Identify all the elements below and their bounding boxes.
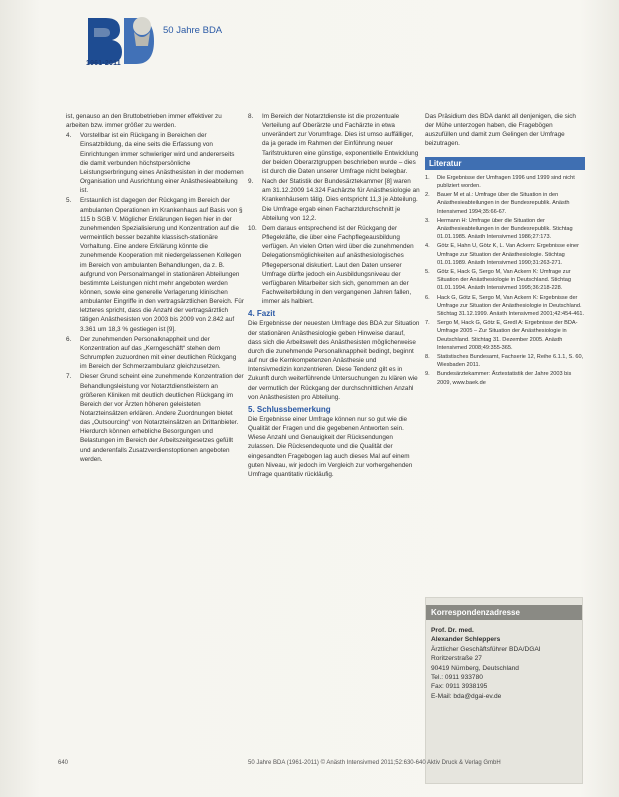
reference-item: 5. Götz E, Hack G, Sergo M, Van Ackern K: Umfrage zur Situation der Anästhesiologie in Deutschland. Stichtag 01.01.1994. Anästh Intensivmed 1995;36:218-228. [425, 269, 572, 292]
reference-item: 6. Hack G, Götz E, Sergo M, Van Ackern K: Ergebnisse der Umfrage zur Situation der Anästhesiologie in Deutschland. Stichtag 31.12.1999. Anästh Intensivmed 2001;42:454-461. [425, 294, 585, 318]
list-item: 7. Dieser Grund scheint eine zunehmende Konzentration der Behandlungsleistung vor Notarztdienstleistern an größeren Kliniken mit deutlich deutlichen Rückgang im Bereich der vor Ärzten höheren geleisteten Notarzteinsätzen erklären. Andere Zuordnungen bietet das „Outsourcing“ von Notarzteinsätzen an Drittanbieter. Hierdurch können erhebliche Besorgungen und Belastungen im Bereich der Arbeitszeitgesetzes gefüllt und anderenfalls Zusatzverdienstoptionen angeboten werden. [66, 373, 244, 463]
correspondence-box [425, 597, 583, 784]
address-line: 90419 Nürnberg, Deutschland [431, 664, 519, 672]
reference-list [425, 174, 585, 387]
author-name: Alexander Schleppers [431, 636, 501, 644]
footer-journal: 50 Jahre BDA (1961-2011) © Anästh Intensivmed 2011;52:630-640 Aktiv Druck & Verlag GmbH [248, 760, 501, 766]
reference-item: 7. Sergo M, Hack G, Götz E, Gredl A: Ergebnisse der BDA-Umfrage 2005 – Zur Situation der Anästhesiologie in Deutschland. Stichtag 31. Dezember 2005. Anästh Intensivmed 2008;49:355-365. [425, 320, 578, 351]
fazit-text: Die Ergebnisse der neuesten Umfrage des BDA zur Situation der stationären Anästhesiologie geben Hinweise darauf, dass sich die Arbeitswelt des Anästhesisten möglicherweise durch die zunehmende Personalknappheit bedingt, beginnt auf nur die Kernkompetenzen Anästhesie und Intensivmedizin konzentrieren. Diese Tendenz gilt es in Zukunft durch weiterführende Untersuchungen zu klären wie der vermutlich der Rückgang der durchschnittlichen Anzahl von Anästhesisten pro Abteilung. [248, 320, 420, 401]
address-line: Roritzerstraße 27 [431, 655, 482, 663]
col1-list [66, 131, 244, 464]
list-item: 9. Nach der Statistik der Bundesärztekammer [8] waren am 31.12.2009 14.324 Fachärzte für Anästhesiologie an Krankenhäusern tätig. Dies entspricht 11,3 je Abteilung. Die Umfrage ergab einen Facharztdurchschnitt je Abteilung von 12,2. [248, 178, 420, 222]
list-item: 10. Dem daraus entsprechend ist der Rückgang der Pflegekräfte, die über eine Fachpflegeausbildung verfügen. An vielen Orten wird über die zunehmenden Delegationsmöglichkeiten auf anästhesiologisches Pflegepersonal diskutiert. Laut den Daten unserer Umfrage dürfte jedoch ein Ausbildungsniveau der verfügbaren Mitarbeiter sich sich, genommen an der Fachweiterbildung in den vergangenen Jahren fallen, immer als halbiert. [248, 224, 414, 306]
list-item: 5. Erstaunlich ist dagegen der Rückgang im Bereich der ambulanten Operationen im Krankenhaus auf Basis von § 115 b SGB V. Möglicher Erklärungen liegen hier in der zunehmenden Spezialisierung und Konzentration auf die vermeintlich besser bezahlte klassisch-stationäre Vorhaltung. Eine andere Erklärung könnte die zunehmende Kooperation mit niedergelassenen Kollegen im Bereich von ambulanten Behandlungen, da z. B. aufgrund von Personalmangel in stationären Abteilungen bestimmte Leistungen nicht mehr angeboten werden können, sowie eine generelle Verlagerung klinischen ambulanter Eingriffe in den vertragsärztlichen Bereich. Für letzteres spricht, dass die Anzahl der vertragsärztlich tätigen Anästhesisten von 2003 bis 2009 von 2.842 auf 3.361 um 18,3 % gestiegen ist [9]. [66, 197, 244, 333]
address-line: Ärztlicher Geschäftsführer BDA/DGAI [431, 645, 541, 653]
phone-line: Tel.: 0911 933780 [431, 674, 483, 682]
reference-item: 8. Statistisches Bundesamt, Fachserie 12, Reihe 6.1.1, S. 60, Wiesbaden 2011. [425, 354, 584, 369]
header-title: 50 Jahre BDA [163, 25, 223, 36]
column-left [66, 112, 244, 465]
author-title: Prof. Dr. med. [431, 627, 474, 634]
list-item: 8. Im Bereich der Notarztdienste ist die prozentuale Verteilung auf Oberärzte und Fachärzte in etwa unverändert zur Vorumfrage. Dies ist umso auffälliger, da ja gerade im Rahmen der Einführung neuer Tarifstrukturen eine günstige, exponentielle Entwicklung der beiden Oberarztgruppen beschrieben wurde – dies ist durch die Daten unserer Umfrage nicht belegbar. [248, 113, 419, 175]
list-item: 4. Vorstellbar ist ein Rückgang in Bereichen der Einsatzbildung, da eine seits die Erfassung von Einrichtungen immer schwieriger wird und andererseits die damit verbunden höchstpersönliche Leistungserbringung eines Anästhesisten in der modernen Organisation und Ausrichtung einer Anästhesieabteilung ist. [66, 132, 244, 195]
fax-line: Fax: 0911 3938195 [431, 683, 488, 691]
page-number: 640 [58, 760, 69, 766]
col3-intro: Das Präsidium des BDA dankt all denjenigen, die sich der Mühe unterzogen haben, die Fragebögen auszufüllen und damit zum Gelingen der Umfrage beizutragen. [425, 113, 576, 148]
section-heading-fazit: 4. Fazit [248, 309, 276, 319]
email-line: E-Mail: bda@dgai-ev.de [431, 692, 502, 700]
col2-list [248, 112, 420, 306]
list-item: 6. Der zunehmenden Personalknappheit und der Konzentration auf das „Kerngeschäft“ stehen dem Schrumpfen zuzuordnen mit einer deutlichen Rückgang im Bereich der Schmerzambulanz gleichzusetzen. [66, 335, 237, 371]
correspondence-body [426, 620, 582, 707]
reference-item: 9. Bundesärztekammer: Ärztestatistik der Jahre 2003 bis 2009, www.baek.de [425, 371, 572, 386]
col1-intro: ist, genauso an den Bruttobetrieben immer effektiver zu arbeiten bzw. immer größer zu werden. [66, 113, 222, 130]
column-right [425, 112, 585, 388]
reference-item: 3. Hermann H: Umfrage über die Situation der Anästhesieabteilungen in der Bundesrepublik. Stichtag 01.01.1985. Anästh Intensivmed 1986;27:173. [425, 217, 573, 241]
reference-item: 1. Die Ergebnisse der Umfragen 1996 und 1999 sind nicht publiziert worden. [425, 174, 575, 189]
literatur-heading: Literatur [425, 157, 585, 170]
section-heading-schluss: 5. Schlussbemerkung [248, 404, 331, 414]
correspondence-heading: Korrespondenzadresse [426, 605, 582, 620]
reference-item: 2. Bauer M et al.: Umfrage über die Situation in den Anästhesieabteilungen in der Bundesrepublik. Anästh Intensivmed 1994;35:66-67. [425, 192, 570, 215]
reference-item: 4. Götz E, Hahn U, Götz K, L. Van Ackern: Ergebnisse einer Umfrage zur Situation der Anästhesiologie. Stichtag 01.01.1989. Anästh Intensivmed 1990;31:263-271. [425, 243, 579, 266]
logo-years: 1961·2011 [86, 60, 121, 67]
schluss-text: Die Ergebnisse einer Umfrage können nur so gut wie die Qualität der Fragen und die gegebenen Antworten sein. Wiese Anzahl und Genauigkeit der Rücksendungen zulassen. Die Rücksendequote und die Qualität der eingesandten Fragebogen lag auch dieses Mal auf einem guten Niveau, wir jedoch im Vergleich zur vorhergehenden Umfrage quantitativ rückläufig. [248, 416, 413, 478]
column-middle [248, 112, 420, 480]
